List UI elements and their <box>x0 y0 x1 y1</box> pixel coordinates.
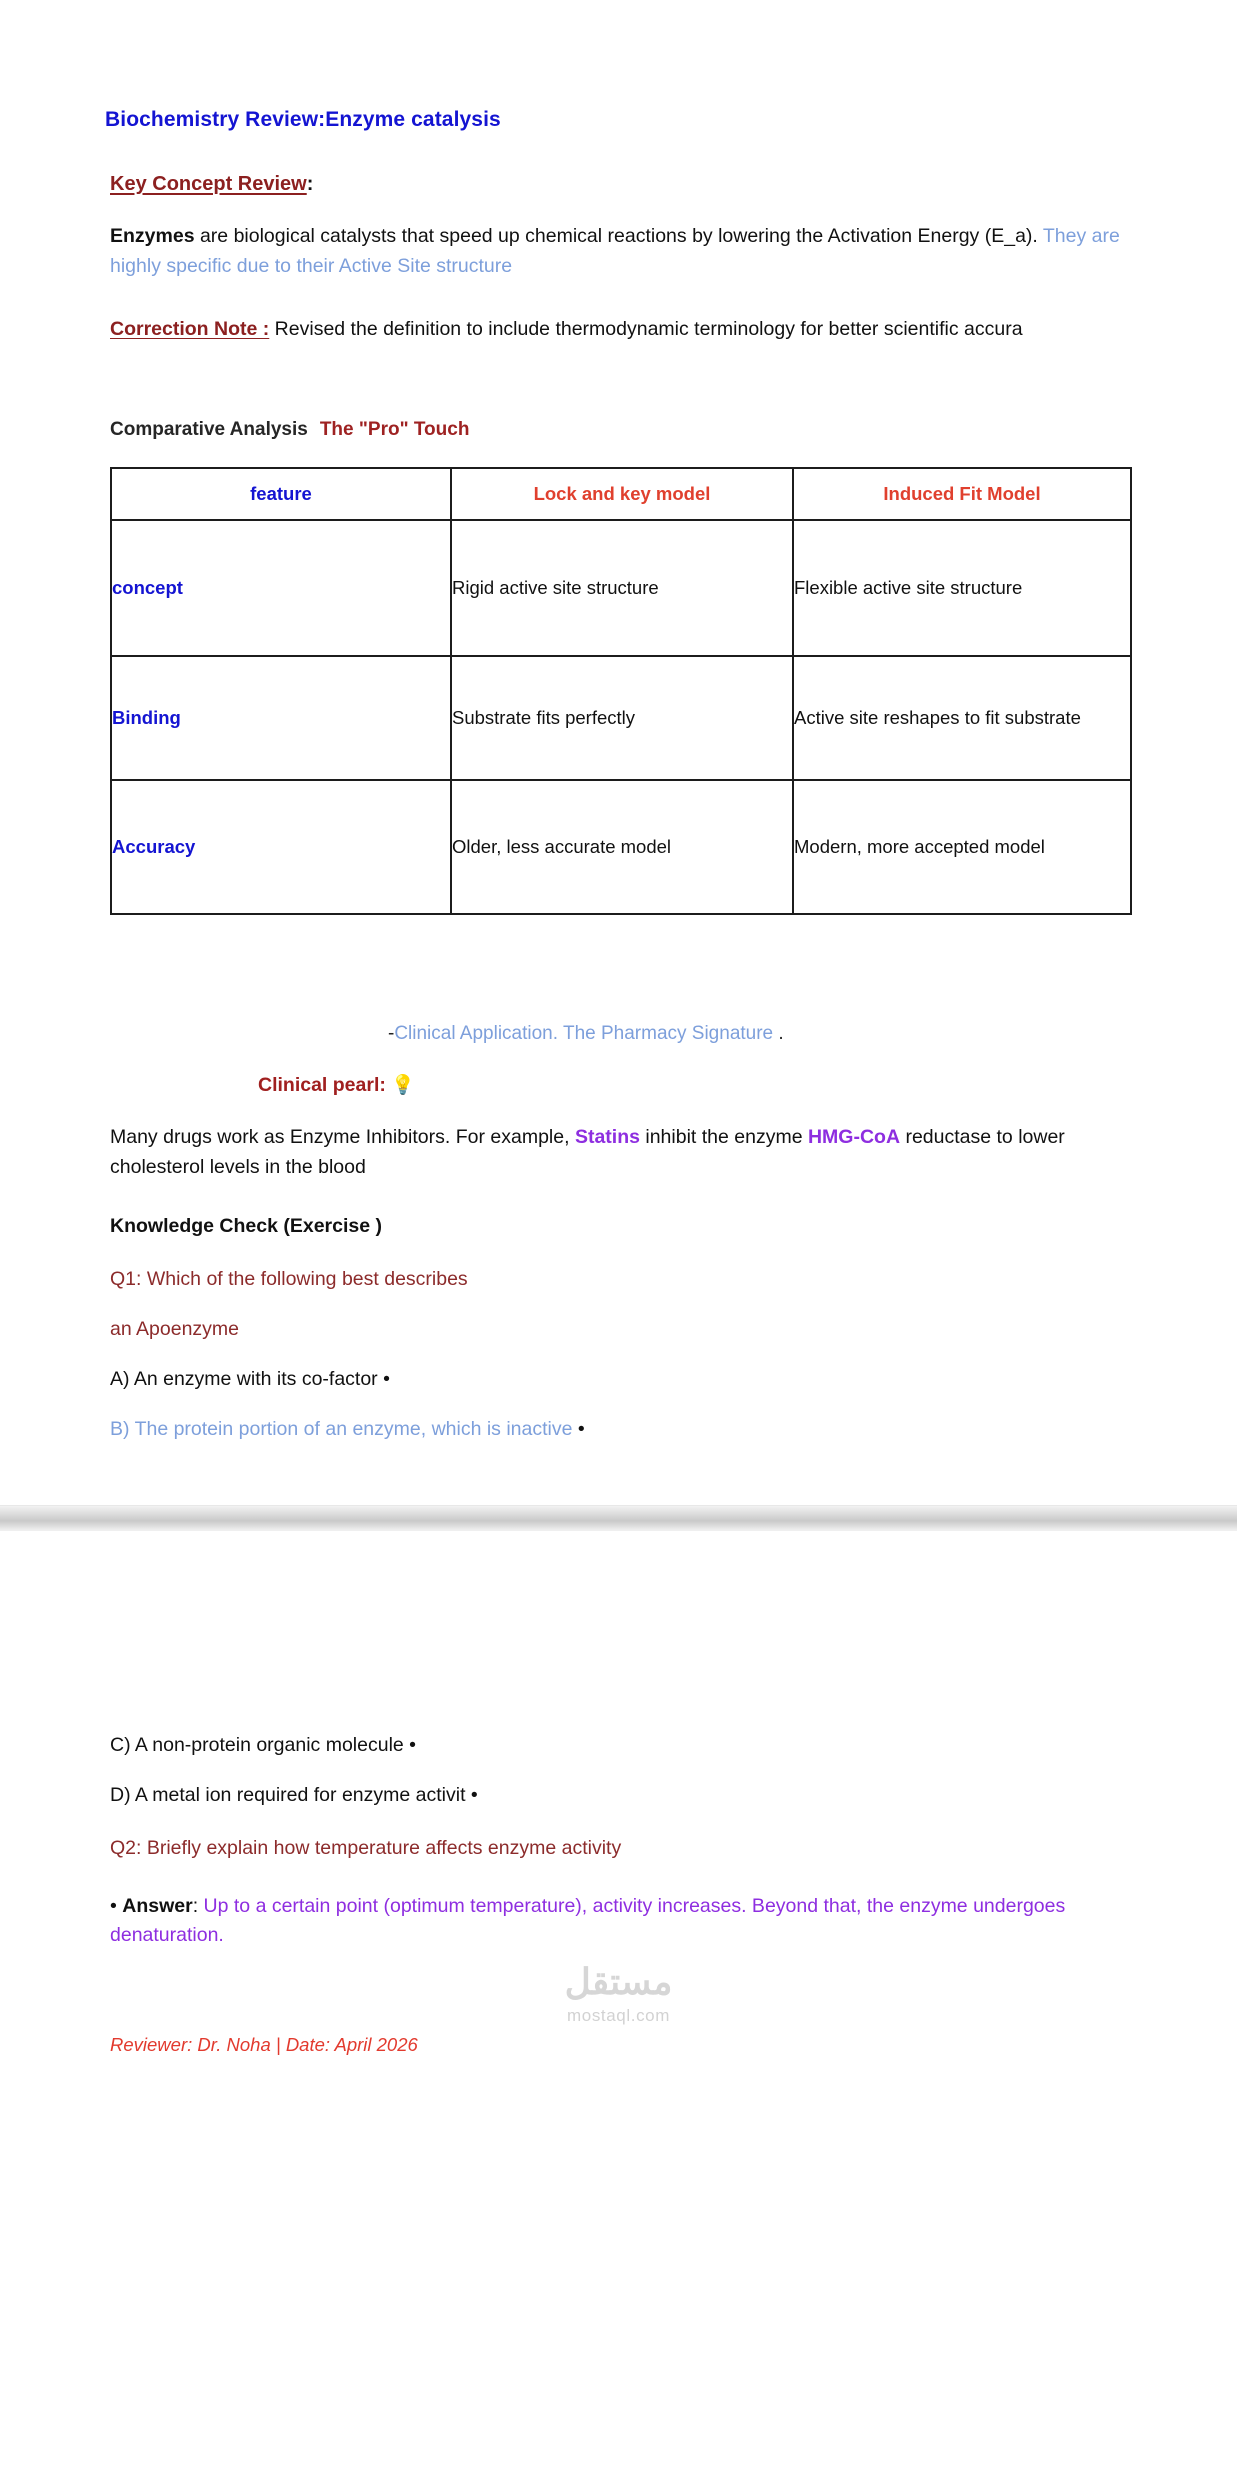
table-row-label-concept: concept <box>111 520 451 656</box>
clinical-body-part2: inhibit the enzyme <box>639 1125 808 1148</box>
lightbulb-icon: 💡 <box>391 1074 415 1096</box>
pro-touch-label: The "Pro" Touch <box>319 418 470 440</box>
key-concept-heading-colon: : <box>306 173 314 195</box>
knowledge-check-heading: Knowledge Check (Exercise ) <box>110 1215 383 1238</box>
document-body-page-2 <box>0 1531 1237 2056</box>
answer-text: Up to a certain point (optimum temperature), activity increases. Beyond that, the enzyme undergoes denaturation. <box>110 1894 1066 1946</box>
reviewer-footer: Reviewer: Dr. Noha | Date: April 2026 <box>110 2034 418 2056</box>
clinical-body-part1: Many drugs work as Enzyme Inhibitors. For example, <box>110 1125 575 1148</box>
option-a[interactable] <box>110 1368 1147 1391</box>
table-row-label-accuracy: Accuracy <box>111 780 451 914</box>
option-d-bullet: • <box>465 1784 478 1807</box>
clinical-application-heading <box>110 1023 1147 1045</box>
key-concept-paragraph <box>110 222 1147 281</box>
clinical-pearl-body <box>110 1123 1147 1182</box>
option-b-bullet: • <box>572 1418 585 1441</box>
question-2-answer <box>110 1892 1147 1951</box>
comparison-table <box>110 467 1132 915</box>
key-concept-heading-text: Key Concept Review <box>110 173 307 195</box>
table-row <box>111 780 1131 914</box>
table-row <box>111 520 1131 656</box>
comparative-analysis-label: Comparative Analysis <box>110 418 308 440</box>
hmg-coa-term: HMG-CoA <box>807 1125 901 1148</box>
page-break-divider <box>0 1505 1237 1531</box>
clinical-application-title: Clinical Application. The Pharmacy Signature <box>394 1022 774 1044</box>
answer-label: Answer <box>122 1894 193 1917</box>
table-header-row <box>111 468 1131 520</box>
page-title: Biochemistry Review:Enzyme catalysis <box>105 108 501 131</box>
option-a-text: A) An enzyme with its co-factor <box>110 1368 378 1391</box>
option-d[interactable] <box>110 1784 1147 1807</box>
answer-colon: : <box>192 1894 204 1917</box>
question-1-line-1: Q1: Which of the following best describes <box>110 1268 468 1291</box>
option-a-bullet: • <box>377 1368 390 1391</box>
question-2: Q2: Briefly explain how temperature affects enzyme activity <box>110 1837 622 1860</box>
table-cell-concept-lock: Rigid active site structure <box>451 520 793 656</box>
clinical-body-part3: reductase to lower cholesterol levels in the blood <box>110 1125 1065 1178</box>
clinical-pearl-heading <box>110 1073 1147 1097</box>
answer-bullet: • <box>110 1894 123 1917</box>
table-cell-binding-lock: Substrate fits perfectly <box>451 656 793 780</box>
table-row <box>111 656 1131 780</box>
clinical-application-period: . <box>773 1022 784 1044</box>
correction-note-text: Revised the definition to include thermodynamic terminology for better scientific accura <box>269 318 1023 341</box>
key-concept-black-text: are biological catalysts that speed up chemical reactions by lowering the Activation Energy (E_a). <box>194 225 1038 247</box>
option-c-text: C) A non-protein organic molecule <box>110 1734 404 1757</box>
statins-term: Statins <box>574 1125 640 1148</box>
watermark-arabic: مستقل <box>564 1961 673 2003</box>
clinical-pearl-label: Clinical pearl: <box>258 1073 386 1096</box>
table-cell-accuracy-lock: Older, less accurate model <box>451 780 793 914</box>
table-header-induced-fit: Induced Fit Model <box>793 468 1131 520</box>
option-c-bullet: • <box>403 1734 416 1757</box>
document-body <box>0 173 1237 1441</box>
option-c[interactable] <box>110 1734 1147 1757</box>
watermark-latin: mostaql.com <box>567 2006 670 2026</box>
option-d-text: D) A metal ion required for enzyme activit <box>110 1784 466 1807</box>
question-1-line-2: an Apoenzyme <box>110 1318 240 1341</box>
table-row-label-binding: Binding <box>111 656 451 780</box>
table-header-lock-and-key: Lock and key model <box>451 468 793 520</box>
enzymes-bold-term: Enzymes <box>110 225 195 247</box>
option-b-text: B) The protein portion of an enzyme, which is inactive <box>110 1418 573 1441</box>
table-cell-accuracy-induced: Modern, more accepted model <box>793 780 1131 914</box>
key-concept-heading <box>110 173 1147 196</box>
table-header-feature: feature <box>111 468 451 520</box>
option-b[interactable] <box>110 1418 1147 1441</box>
key-concept-blue-text: They are highly specific due to their Active Site structure <box>110 225 1120 277</box>
correction-note <box>110 315 1147 345</box>
page-2-top-margin <box>110 1531 1147 1707</box>
table-cell-concept-induced: Flexible active site structure <box>793 520 1131 656</box>
clinical-application-dash: - <box>388 1022 395 1044</box>
correction-note-label: Correction Note : <box>110 318 270 341</box>
comparative-analysis-heading <box>110 419 1147 441</box>
table-cell-binding-induced: Active site reshapes to fit substrate <box>793 656 1131 780</box>
